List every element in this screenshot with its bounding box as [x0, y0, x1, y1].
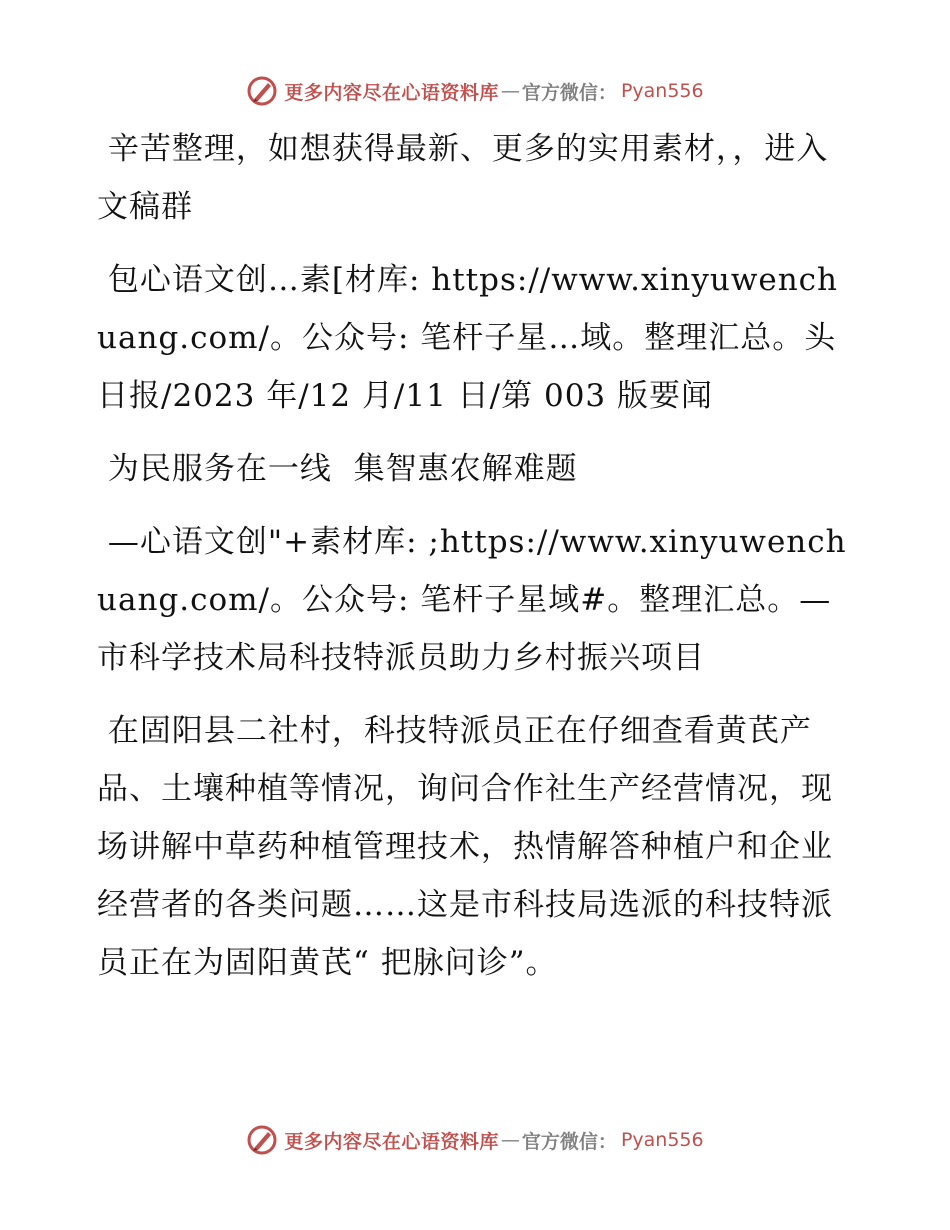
pen-circle-icon	[246, 1124, 278, 1156]
document-body	[97, 120, 857, 1007]
banner-wechat-id: Pyan556	[620, 1129, 704, 1151]
article-paragraph: 在固阳县二社村，科技特派员正在仔细查看黄芪产品、土壤种植等情况，询问合作社生产经营情况，现场讲解中草药种植管理技术，热情解答种植户和企业经营者的各类问题……这是市科技局选派的科技特派员正在为固阳黄芪“ 把脉问诊”。	[97, 713, 833, 981]
pen-circle-icon	[246, 75, 278, 107]
article-subheadline: —心语文创"+素材库: ;https://www.xinyuwenchuang.com/。公众号: 笔杆子星域#。整理汇总。—市科学技术局科技特派员助力乡村振兴项目	[97, 524, 847, 676]
banner-separator: —	[500, 1129, 520, 1151]
banner-wechat-label: 官方微信：	[521, 1130, 617, 1153]
article-headline: 为民服务在一线 集智惠农解难题	[97, 451, 578, 487]
banner-main-text: 更多内容尽在心语资料库	[284, 81, 499, 104]
paragraph-intro: 辛苦整理，如想获得最新、更多的实用素材，，进入文稿群	[97, 131, 829, 225]
header-banner	[0, 73, 950, 109]
banner-wechat-label: 官方微信：	[521, 81, 617, 104]
banner-wechat-id: Pyan556	[620, 80, 704, 102]
paragraph-source: 包心语文创…素[材库: https://www.xinyuwenchuang.com/。公众号: 笔杆子星…域。整理汇总。头日报/2023 年/12 月/11 日/第 003 版要闻	[97, 262, 839, 414]
footer-banner	[0, 1122, 950, 1158]
banner-main-text: 更多内容尽在心语资料库	[284, 1130, 499, 1153]
banner-separator: —	[500, 80, 520, 102]
